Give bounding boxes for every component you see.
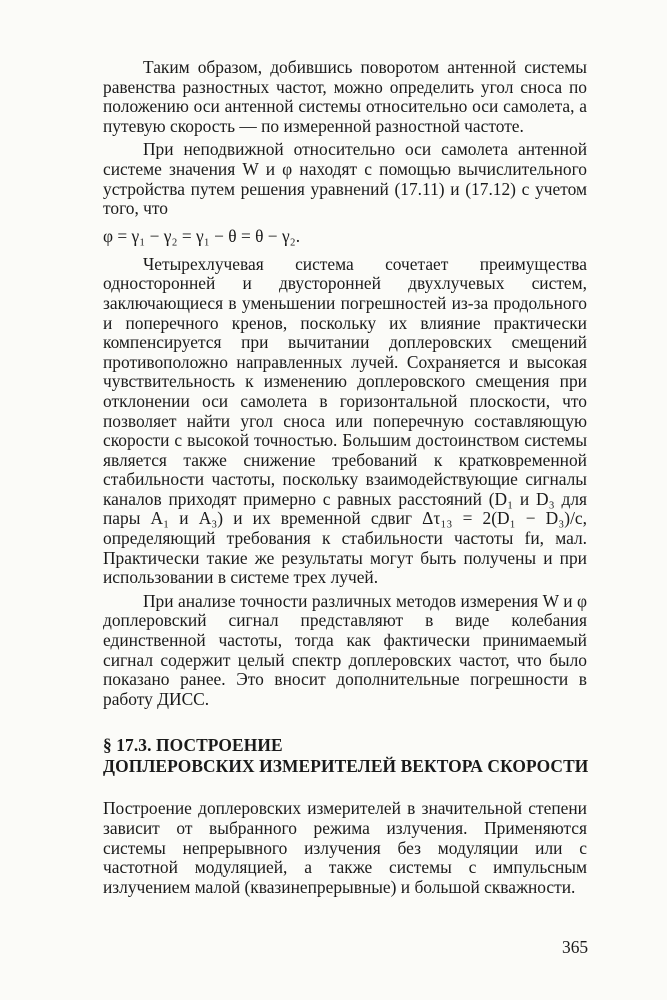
paragraph-1: Таким образом, добившись поворотом антенной системы равенства разностных частот, можно определить угол сноса по положению оси антенной системы относительно оси самолета, а путевую скорость — по измеренной разностной частоте. bbox=[103, 57, 587, 136]
paragraph-4: При анализе точности различных методов измерения W и φ доплеровский сигнал представляют в виде колебания единственной частоты, тогда как фактически принимаемый сигнал содержит целый спектр доплеровских частот, что было показано ранее. Это вносит дополнительные погрешности в работу ДИСС. bbox=[103, 590, 587, 709]
section-heading-line-2: ДОПЛЕРОВСКИХ ИЗМЕРИТЕЛЕЙ ВЕКТОРА СКОРОСТИ bbox=[103, 756, 589, 777]
paragraph-2: При неподвижной относительно оси самолета антенной системе значения W и φ находят с помощью вычислительного устройства путем решения уравнений (17.11) и (17.12) с учетом того, что bbox=[103, 139, 587, 219]
formula-angle-relation: φ = γ₁ − γ₂ = γ₁ − θ = θ − γ₂. bbox=[103, 225, 301, 246]
page-number: 365 bbox=[562, 937, 589, 957]
section-heading bbox=[103, 735, 587, 777]
paragraph-3: Четырехлучевая система сочетает преимущества односторонней и двусторонней двухлучевых систем, заключающиеся в уменьшении погрешностей из-за продольного и поперечного кренов, поскольку их влияние практически компенсируется при вычитании доплеровских смещений противоположно направленных лучей. Сохраняется и высокая чувствительность к изменению доплеровского смещения при отклонении оси самолета в горизонтальной плоскости, что позволяет найти угол сноса или поперечную составляющую скорости с высокой точностью. Большим достоинством системы является также снижение требований к кратковременной стабильности частоты, поскольку взаимодействующие сигналы каналов приходят примерно с равных расстояний (D₁ и D₃ для пары A₁ и A₃) и их временной сдвиг Δτ₁₃ = 2(D₁ − D₃)/c, определяющий требования к стабильности частоты fи, мал. Практически такие же результаты могут быть получены и при использовании в системе трех лучей. bbox=[103, 253, 587, 588]
section-heading-line-1: § 17.3. ПОСТРОЕНИЕ bbox=[103, 735, 283, 756]
paragraph-5: Построение доплеровских измерителей в значительной степени зависит от выбранного режима излучения. Применяются системы непрерывного излучения без модуляции или с частотной модуляцией, а также системы с импульсным излучением малой (квазинепрерывные) и большой скважности. bbox=[103, 798, 587, 897]
page-body bbox=[103, 58, 587, 897]
